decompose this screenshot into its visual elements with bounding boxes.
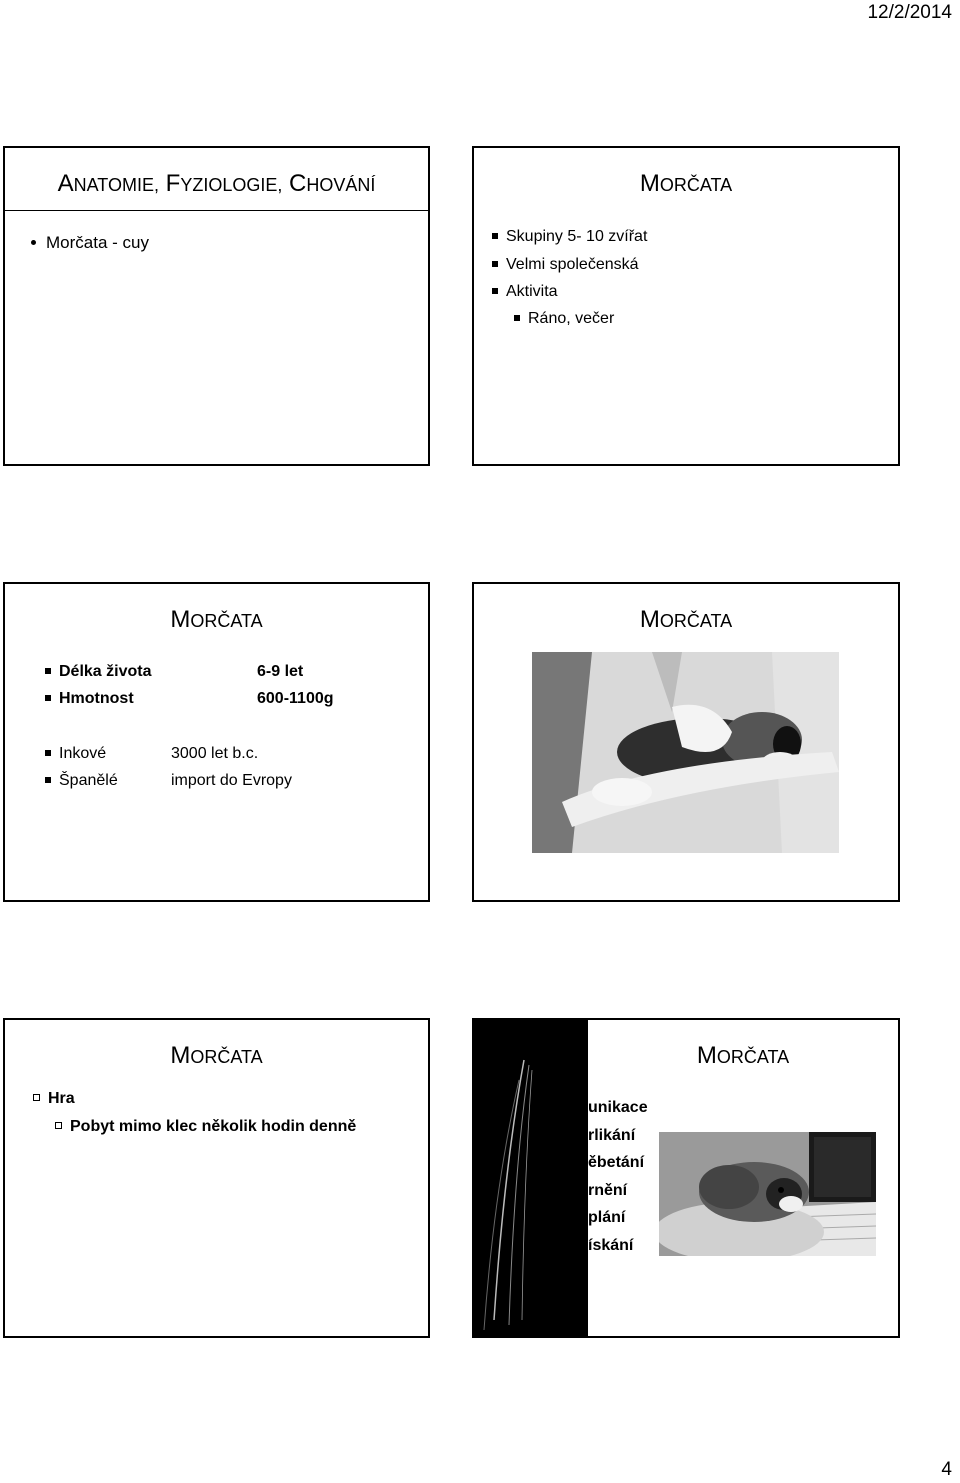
- square-bullet-icon: [492, 288, 498, 294]
- slide-1-title: ANATOMIE, FYZIOLOGIE, CHOVÁNÍ: [57, 170, 376, 197]
- slide-3-title: MORČATA: [170, 606, 263, 633]
- square-bullet-icon: [45, 668, 51, 674]
- square-bullet-icon: [492, 261, 498, 267]
- slide-5-title: MORČATA: [170, 1042, 263, 1069]
- slide-2-bullet-1: Skupiny 5- 10 zvířat: [492, 227, 647, 247]
- slide-5: [3, 1018, 430, 1338]
- square-bullet-icon: [492, 233, 498, 239]
- slide-4: [472, 582, 900, 902]
- slide-6-item-3: ěbetání: [588, 1154, 645, 1171]
- guinea-pig-by-laptop-photo: [659, 1132, 876, 1256]
- square-bullet-icon: [45, 777, 51, 783]
- slide-1: [3, 146, 430, 466]
- slide-3-row-4: Španělé: [45, 771, 118, 791]
- slide-6: [472, 1018, 900, 1338]
- slide-3-row-2: Hmotnost: [45, 689, 134, 709]
- slide-3: [3, 582, 430, 902]
- page-number: 4: [941, 1459, 952, 1480]
- slide-3-row-2-value: 600-1100g: [257, 690, 334, 707]
- square-bullet-icon: [45, 750, 51, 756]
- slide-6-item-5: plání: [588, 1209, 626, 1226]
- slide-6-item-2: rlikání: [588, 1127, 636, 1144]
- slide-3-row-4-value: import do Evropy: [171, 772, 292, 789]
- square-bullet-icon: [33, 1094, 40, 1101]
- guinea-pig-held-in-arms-photo: [532, 652, 839, 853]
- slide-6-title: MORČATA: [696, 1042, 790, 1069]
- slide-2-sub-bullet: Ráno, večer: [514, 309, 614, 329]
- slide-3-row-1: Délka života: [45, 662, 151, 682]
- slide-5-sub-bullet: Pobyt mimo klec několik hodin denně: [55, 1117, 356, 1137]
- slide-1-title-rule: [5, 210, 428, 211]
- slide-5-bullet: Hra: [33, 1089, 75, 1109]
- slide-3-row-1-value: 6-9 let: [257, 663, 304, 680]
- slide-2-title: MORČATA: [639, 170, 733, 197]
- square-bullet-icon: [514, 315, 520, 321]
- slide-2-bullet-3: Aktivita: [492, 282, 558, 302]
- slide-6-item-1: unikace: [588, 1099, 648, 1116]
- page-date: 12/2/2014: [867, 2, 952, 23]
- square-bullet-icon: [45, 695, 51, 701]
- slide-6-item-4: rnění: [588, 1182, 628, 1199]
- slide-4-title: MORČATA: [639, 606, 733, 633]
- slide-2: [472, 146, 900, 466]
- slide-3-row-3: Inkové: [45, 744, 106, 764]
- slide-2-bullet-2: Velmi společenská: [492, 255, 639, 275]
- slide-3-row-3-value: 3000 let b.c.: [171, 745, 259, 762]
- decorative-black-strip: [474, 1020, 588, 1336]
- slide-1-bullet: Morčata - cuy: [31, 233, 149, 253]
- square-bullet-icon: [55, 1122, 62, 1129]
- slide-6-item-6: ískání: [588, 1237, 634, 1254]
- bullet-dot-icon: [31, 240, 36, 245]
